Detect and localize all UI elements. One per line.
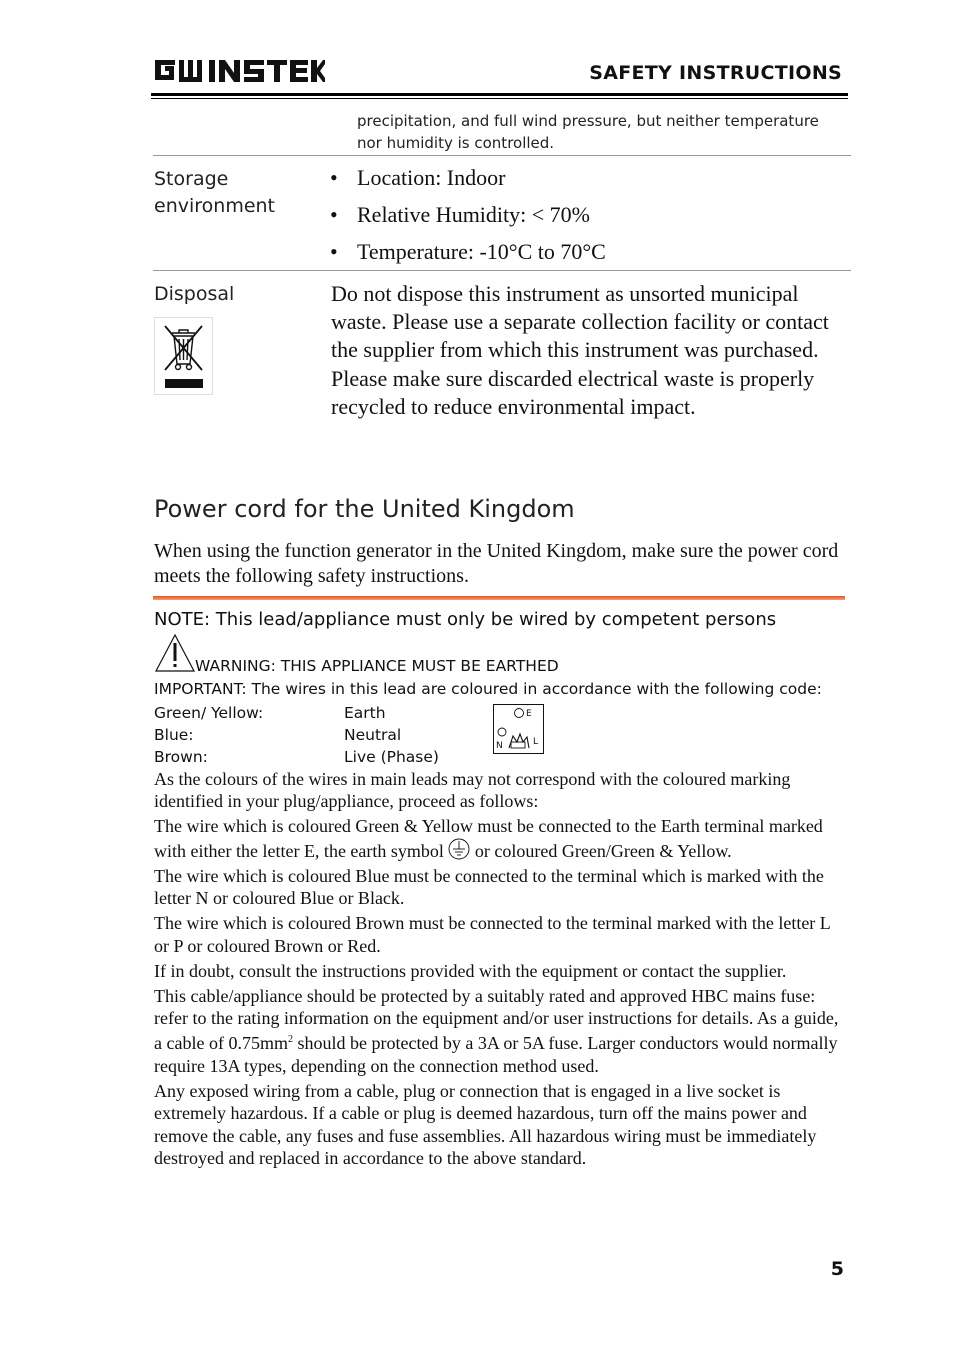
table-row-divider — [153, 155, 851, 156]
wire-color: Green/ Yellow: — [154, 704, 264, 722]
earth-symbol-icon — [448, 838, 470, 860]
list-item: • Temperature: -10°C to 70°C — [330, 239, 606, 265]
note-text: NOTE: This lead/appliance must only be wired by competent persons — [154, 609, 777, 630]
wire-color: Brown: — [154, 748, 208, 766]
wire-row — [154, 702, 439, 724]
weee-crossed-bin-icon — [154, 317, 213, 395]
storage-list — [330, 165, 606, 276]
wire-meaning: Earth — [344, 704, 386, 722]
section-title: SAFETY INSTRUCTIONS — [589, 62, 842, 84]
wire-meaning: Live (Phase) — [344, 748, 439, 766]
paragraph: The wire which is coloured Brown must be connected to the terminal marked with the letter L or P or coloured Brown or Red. — [154, 913, 831, 956]
continuation-text: precipitation, and full wind pressure, but neither temperature nor humidity is controlled. — [357, 112, 819, 152]
header-rule — [151, 93, 848, 96]
paragraph-part: The wire which is coloured Green & Yellow must be connected to the Earth terminal marked with either the letter E, the earth symbol — [154, 816, 823, 861]
superscript: 2 — [287, 1034, 293, 1046]
table-row-divider — [153, 270, 851, 271]
uk-plug-diagram-icon — [493, 704, 544, 754]
gw-instek-logo — [153, 56, 325, 84]
paragraph: If in doubt, consult the instructions provided with the equipment or contact the supplier. — [154, 960, 787, 981]
disposal-label: Disposal — [154, 283, 235, 305]
wire-color: Blue: — [154, 726, 194, 744]
paragraph: The wire which is coloured Blue must be connected to the terminal which is marked with the letter N or coloured Blue or Black. — [154, 865, 824, 909]
list-item: • Location: Indoor — [330, 165, 606, 191]
wire-meaning: Neutral — [344, 726, 402, 744]
plug-label-n: N — [496, 741, 503, 751]
wire-row — [154, 724, 439, 746]
list-item: • Relative Humidity: < 70% — [330, 202, 606, 228]
paragraph-part: This cable/appliance should be protected by a suitably rated and approved HBC mains fuse: refer to the rating information on the equipment and/or user instructions for details. As a guide, a cable of 0.75mm — [154, 985, 839, 1054]
paragraph: Any exposed wiring from a cable, plug or connection that is engaged in a live socket is extremely hazardous. If a cable or plug is deemed hazardous, turn off the mains power and remove the cable, any fuses and fuse assemblies. All hazardous wiring must be immediately destroyed and replaced in accordance to the above standard. — [154, 1080, 817, 1169]
paragraph — [154, 985, 844, 1078]
intro-paragraph: When using the function generator in the United Kingdom, make sure the power cord meets the following safety instructions. — [154, 540, 839, 587]
accent-rule — [153, 596, 845, 600]
header-rule-thin — [151, 98, 848, 99]
paragraph-part: should be protected by a 3A or 5A fuse. Larger conductors would normally require 13A types, depending on the connection method used. — [154, 1033, 838, 1076]
disposal-text: Do not dispose this instrument as unsorted municipal waste. Please use a separate collection facility or contact the supplier from which this instrument was purchased. Please make sure discarded electrical waste is properly recycled to reduce environmental impact. — [331, 281, 829, 419]
page-number: 5 — [830, 1258, 844, 1280]
warning-text: WARNING: THIS APPLIANCE MUST BE EARTHED — [195, 657, 559, 675]
wire-row — [154, 746, 439, 768]
plug-label-l: L — [533, 737, 539, 747]
important-text: IMPORTANT: The wires in this lead are coloured in accordance with the following code: — [154, 680, 822, 698]
wire-color-table — [154, 702, 439, 768]
instruction-body — [154, 768, 844, 1172]
section-heading: Power cord for the United Kingdom — [154, 495, 575, 523]
storage-label — [154, 166, 275, 220]
storage-label-line2: environment — [154, 195, 276, 217]
paragraph-part: or coloured Green/Green & Yellow. — [474, 840, 732, 861]
warning-triangle-icon — [154, 633, 196, 673]
paragraph: As the colours of the wires in main leads may not correspond with the coloured marking identified in your plug/appliance, proceed as follows: — [154, 769, 791, 812]
plug-label-e: E — [526, 709, 532, 719]
storage-label-line1: Storage — [154, 168, 229, 190]
paragraph — [154, 815, 844, 862]
